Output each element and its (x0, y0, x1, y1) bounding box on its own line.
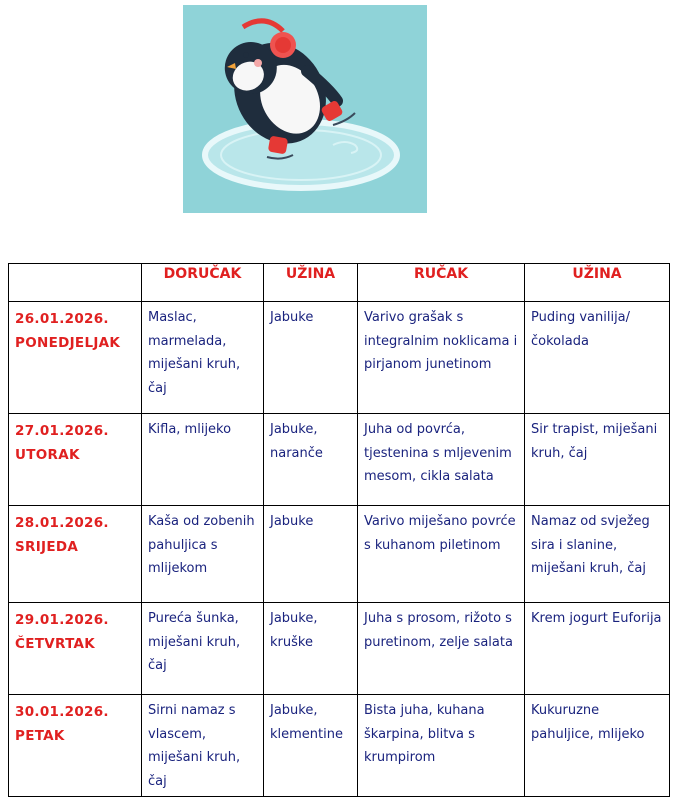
day-cell (9, 506, 142, 603)
date: 28.01.2026. (15, 515, 109, 531)
uzina-1-cell: Jabuke, klementine (264, 695, 358, 797)
weekday: PETAK (15, 728, 65, 744)
rucak-cell: Varivo miješano povrće s kuhanom piletinom (358, 506, 525, 603)
weekday: SRIJEDA (15, 539, 79, 555)
header-dorucak: DORUČAK (142, 264, 264, 302)
date: 29.01.2026. (15, 612, 109, 628)
uzina-2-cell: Namaz od svježeg sira i slanine, miješani kruh, čaj (525, 506, 670, 603)
uzina-1-cell: Jabuke (264, 302, 358, 414)
dorucak-cell: Kaša od zobenih pahuljica s mlijekom (142, 506, 264, 603)
table-row (9, 414, 670, 506)
day-cell (9, 302, 142, 414)
table-row (9, 695, 670, 797)
date: 27.01.2026. (15, 423, 109, 439)
uzina-2-cell: Sir trapist, miješani kruh, čaj (525, 414, 670, 506)
table-row (9, 506, 670, 603)
uzina-1-cell: Jabuke, kruške (264, 603, 358, 695)
uzina-1-cell: Jabuke, naranče (264, 414, 358, 506)
uzina-2-cell: Puding vanilija/čokolada (525, 302, 670, 414)
day-cell (9, 695, 142, 797)
header-uzina-1: UŽINA (264, 264, 358, 302)
weekly-menu-table (8, 263, 670, 797)
day-cell (9, 414, 142, 506)
penguin-ice-skating-illustration (183, 5, 427, 213)
header-rucak: RUČAK (358, 264, 525, 302)
rucak-cell: Varivo grašak s integralnim noklicama i pirjanom junetinom (358, 302, 525, 414)
header-uzina-2: UŽINA (525, 264, 670, 302)
table-row (9, 302, 670, 414)
rucak-cell: Juha s prosom, rižoto s puretinom, zelje salata (358, 603, 525, 695)
dorucak-cell: Kifla, mlijeko (142, 414, 264, 506)
dorucak-cell: Pureća šunka, miješani kruh, čaj (142, 603, 264, 695)
table-header-row (9, 264, 670, 302)
date: 26.01.2026. (15, 311, 109, 327)
uzina-2-cell: Kukuruzne pahuljice, mlijeko (525, 695, 670, 797)
weekday: ČETVRTAK (15, 636, 96, 652)
dorucak-cell: Sirni namaz s vlascem, miješani kruh, čaj (142, 695, 264, 797)
dorucak-cell: Maslac, marmelada, miješani kruh, čaj (142, 302, 264, 414)
day-cell (9, 603, 142, 695)
rucak-cell: Bista juha, kuhana škarpina, blitva s krumpirom (358, 695, 525, 797)
uzina-2-cell: Krem jogurt Euforija (525, 603, 670, 695)
header-empty (9, 264, 142, 302)
weekday: UTORAK (15, 447, 80, 463)
table-row (9, 603, 670, 695)
date: 30.01.2026. (15, 704, 109, 720)
weekday: PONEDJELJAK (15, 335, 121, 351)
uzina-1-cell: Jabuke (264, 506, 358, 603)
rucak-cell: Juha od povrća, tjestenina s mljevenim mesom, cikla salata (358, 414, 525, 506)
